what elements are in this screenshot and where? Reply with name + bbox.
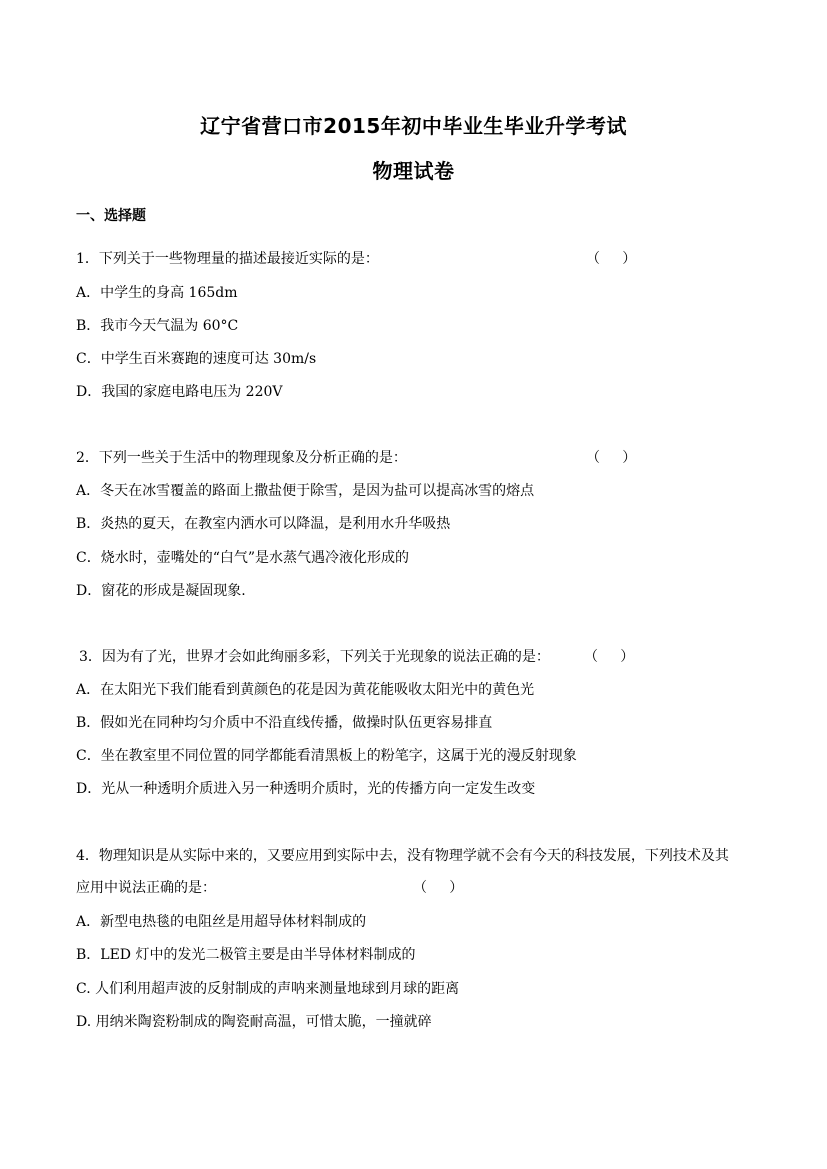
option-c: C．中学生百米赛跑的速度可达 30m/s <box>76 351 317 367</box>
question-stem: 1．下列关于一些物理量的描述最接近实际的是： <box>76 251 379 267</box>
option-a: A．中学生的身高 165dm <box>76 285 238 301</box>
question-stem: 3．因为有了光，世界才会如此绚丽多彩，下列关于光现象的说法正确的是： <box>79 649 550 665</box>
option-c: C．烧水时，壶嘴处的“白气”是水蒸气遇冷液化形成的 <box>76 550 410 566</box>
section-heading: 一、选择题 <box>76 208 146 224</box>
exam-title: 辽宁省营口市2015年初中毕业生毕业升学考试 <box>200 114 627 138</box>
option-d: D．我国的家庭电路电压为 220V <box>76 384 283 400</box>
option-a: A．在太阳光下我们能看到黄颜色的花是因为黄花能吸收太阳光中的黄色光 <box>76 682 535 698</box>
answer-blank: （ ） <box>413 880 464 896</box>
option-c: C. 人们利用超声波的反射制成的声呐来测量地球到月球的距离 <box>76 981 460 997</box>
option-a: A．新型电热毯的电阻丝是用超导体材料制成的 <box>76 914 367 930</box>
question-stem: 2．下列一些关于生活中的物理现象及分析正确的是： <box>76 450 407 466</box>
option-b: B．炎热的夏天，在教室内洒水可以降温，是利用水升华吸热 <box>76 516 451 532</box>
answer-blank: （ ） <box>584 649 635 665</box>
answer-blank: （ ） <box>586 251 637 267</box>
question-stem-continued: 应用中说法正确的是： <box>76 880 216 896</box>
option-b: B．我市今天气温为 60°C <box>76 318 239 334</box>
option-b: B．LED 灯中的发光二极管主要是由半导体材料制成的 <box>76 947 416 963</box>
option-c: C．坐在教室里不同位置的同学都能看清黑板上的粉笔字，这属于光的漫反射现象 <box>76 748 577 764</box>
option-d: D. 用纳米陶瓷粉制成的陶瓷耐高温，可惜太脆，一撞就碎 <box>76 1014 432 1030</box>
exam-subtitle: 物理试卷 <box>372 159 455 183</box>
question-stem: 4．物理知识是从实际中来的，又要应用到实际中去，没有物理学就不会有今天的科技发展，下列技术及其 <box>76 848 729 864</box>
option-d: D．窗花的形成是凝固现象. <box>76 583 246 599</box>
answer-blank: （ ） <box>586 450 637 466</box>
option-b: B．假如光在同种均匀介质中不沿直线传播，做操时队伍更容易排直 <box>76 715 493 731</box>
option-a: A．冬天在冰雪覆盖的路面上撒盐便于除雪，是因为盐可以提高冰雪的熔点 <box>76 483 535 499</box>
option-d: D．光从一种透明介质进入另一种透明介质时，光的传播方向一定发生改变 <box>76 781 536 797</box>
